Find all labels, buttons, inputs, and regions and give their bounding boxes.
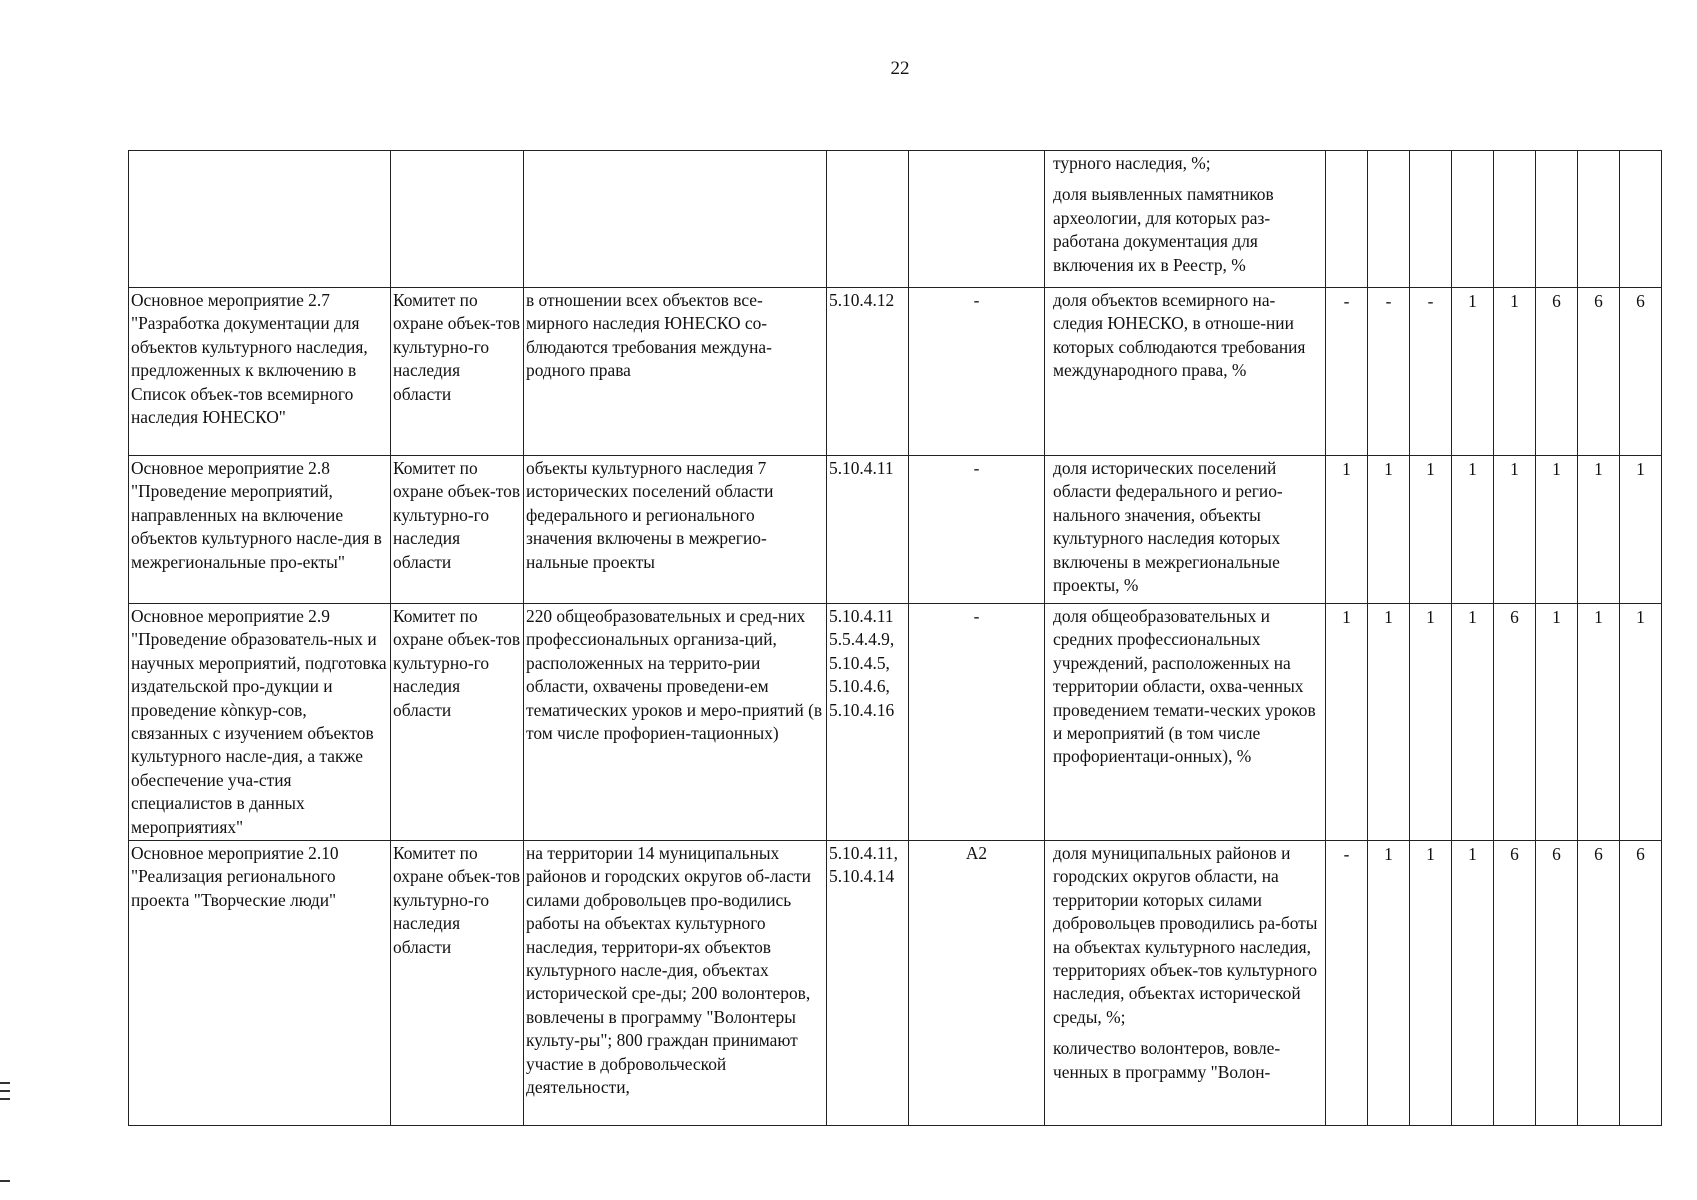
year-value-cell: 1	[1536, 456, 1578, 604]
event-cell: Основное мероприятие 2.8 "Проведение мероприятий, направленных на включение объектов культурного насле-дия в межрегиональные про-екты"	[129, 456, 391, 604]
result-cell: в отношении всех объектов все-мирного наследия ЮНЕСКО со-блюдаются требования междуна-родного права	[524, 288, 827, 456]
event-cell: Основное мероприятие 2.10 "Реализация регионального проекта "Творческие люди"	[129, 841, 391, 1126]
indicator-text: доля объектов всемирного на-следия ЮНЕСКО, в отноше-нии которых соблюдаются требования международного права, %	[1053, 290, 1306, 381]
table-row	[129, 288, 1662, 456]
project-cell: -	[909, 288, 1045, 456]
year-value-cell: 1	[1326, 604, 1368, 841]
year-value-cell: 1	[1368, 841, 1410, 1126]
indicator-text: доля исторических поселений области федерального и регио-нального значения, объекты культурного наследия которых включены в межрегиональные проекты, %	[1053, 458, 1283, 596]
year-value-cell: 1	[1578, 456, 1620, 604]
year-value-cell: -	[1326, 841, 1368, 1126]
code-cell: 5.10.4.11 5.5.4.4.9, 5.10.4.5, 5.10.4.6, 5.10.4.16	[827, 604, 909, 841]
executor-cell: Комитет по охране объек-тов культурно-го наследия области	[391, 456, 524, 604]
executor-cell	[391, 151, 524, 288]
year-value-cell: 1	[1410, 604, 1452, 841]
executor-cell: Комитет по охране объек-тов культурно-го наследия области	[391, 841, 524, 1126]
year-value-cell: 1	[1494, 456, 1536, 604]
year-value-cell: -	[1410, 288, 1452, 456]
year-value-cell: 1	[1452, 604, 1494, 841]
table-row	[129, 841, 1662, 1126]
year-value-cell: 6	[1494, 841, 1536, 1126]
year-value-cell: -	[1368, 288, 1410, 456]
executor-cell: Комитет по охране объек-тов культурно-го наследия области	[391, 604, 524, 841]
year-value-cell: 1	[1452, 456, 1494, 604]
year-value-cell	[1326, 151, 1368, 288]
program-events-table	[128, 150, 1662, 1126]
indicator-cell	[1045, 604, 1326, 841]
project-cell: А2	[909, 841, 1045, 1126]
indicator-text: доля муниципальных районов и городских округов области, на территории которых силами добровольцев проводились ра-боты на объектах культурного наследия, территориях объек-тов культурного наследия, объектах исторической среды, %;	[1053, 843, 1318, 1027]
year-value-cell: 1	[1578, 604, 1620, 841]
executor-cell: Комитет по охране объек-тов культурно-го наследия области	[391, 288, 524, 456]
year-value-cell: 6	[1494, 604, 1536, 841]
indicator-text: турного наследия, %;	[1053, 153, 1211, 173]
year-value-cell: 1	[1620, 604, 1662, 841]
code-cell: 5.10.4.11, 5.10.4.14	[827, 841, 909, 1126]
project-cell	[909, 151, 1045, 288]
result-cell	[524, 151, 827, 288]
year-value-cell: 1	[1368, 456, 1410, 604]
margin-mark	[0, 1180, 10, 1182]
year-value-cell	[1494, 151, 1536, 288]
indicator-cell	[1045, 456, 1326, 604]
year-value-cell: 6	[1578, 288, 1620, 456]
year-value-cell: 1	[1620, 456, 1662, 604]
year-value-cell: 6	[1578, 841, 1620, 1126]
project-cell: -	[909, 456, 1045, 604]
year-value-cell	[1578, 151, 1620, 288]
result-cell: 220 общеобразовательных и сред-них профессиональных организа-ций, расположенных на террито-рии области, охвачены проведени-ем тематических уроков и меро-приятий (в том числе профориен-тационных)	[524, 604, 827, 841]
year-value-cell	[1368, 151, 1410, 288]
margin-mark	[0, 1098, 10, 1100]
year-value-cell: 1	[1494, 288, 1536, 456]
year-value-cell	[1536, 151, 1578, 288]
year-value-cell: 6	[1536, 841, 1578, 1126]
year-value-cell: 6	[1620, 841, 1662, 1126]
year-value-cell: 1	[1452, 288, 1494, 456]
year-value-cell: 1	[1410, 456, 1452, 604]
table-row	[129, 456, 1662, 604]
year-value-cell	[1410, 151, 1452, 288]
year-value-cell: 6	[1536, 288, 1578, 456]
result-cell: на территории 14 муниципальных районов и городских округов об-ласти силами добровольцев про-водились работы на объектах культурного наследия, территори-ях объектов культурного насле-дия, объектах исторической сре-ды; 200 волонтеров, вовлечены в программу "Волонтеры культу-ры"; 800 граждан принимают участие в добровольческой деятельности,	[524, 841, 827, 1126]
indicator-cell	[1045, 288, 1326, 456]
year-value-cell: 6	[1620, 288, 1662, 456]
table-row	[129, 151, 1662, 288]
project-cell: -	[909, 604, 1045, 841]
page-number: 22	[890, 58, 910, 79]
indicator-cell	[1045, 151, 1326, 288]
year-value-cell	[1452, 151, 1494, 288]
table-row	[129, 604, 1662, 841]
code-cell: 5.10.4.12	[827, 288, 909, 456]
result-cell: объекты культурного наследия 7 исторических поселений области федерального и регионального значения включены в межрегио-нальные проекты	[524, 456, 827, 604]
indicator-cell	[1045, 841, 1326, 1126]
code-cell: 5.10.4.11	[827, 456, 909, 604]
indicator-text: доля выявленных памятников археологии, для которых раз-работана документация для включения их в Реестр, %	[1053, 184, 1274, 275]
year-value-cell: 1	[1410, 841, 1452, 1126]
event-cell	[129, 151, 391, 288]
year-value-cell: -	[1326, 288, 1368, 456]
code-cell	[827, 151, 909, 288]
year-value-cell: 1	[1536, 604, 1578, 841]
year-value-cell: 1	[1326, 456, 1368, 604]
indicator-text: количество волонтеров, вовле-ченных в программу "Волон-	[1053, 1038, 1281, 1082]
margin-mark	[0, 1082, 10, 1084]
margin-mark	[0, 1090, 10, 1092]
year-value-cell	[1620, 151, 1662, 288]
indicator-text: доля общеобразовательных и средних профессиональных учреждений, расположенных на территории области, охва-ченных проведением темати-ческих уроков и мероприятий (в том числе профориентаци-онных), %	[1053, 606, 1316, 767]
year-value-cell: 1	[1452, 841, 1494, 1126]
event-cell: Основное мероприятие 2.9 "Проведение образователь-ных и научных мероприятий, подготовка издательской про-дукции и проведение кònкур-сов, связанных с изучением объектов культурного насле-дия, а также обеспечение уча-стия специалистов в данных мероприятиях"	[129, 604, 391, 841]
event-cell: Основное мероприятие 2.7 "Разработка документации для объектов культурного наследия, предложенных к включению в Список объек-тов всемирного наследия ЮНЕСКО"	[129, 288, 391, 456]
year-value-cell: 1	[1368, 604, 1410, 841]
